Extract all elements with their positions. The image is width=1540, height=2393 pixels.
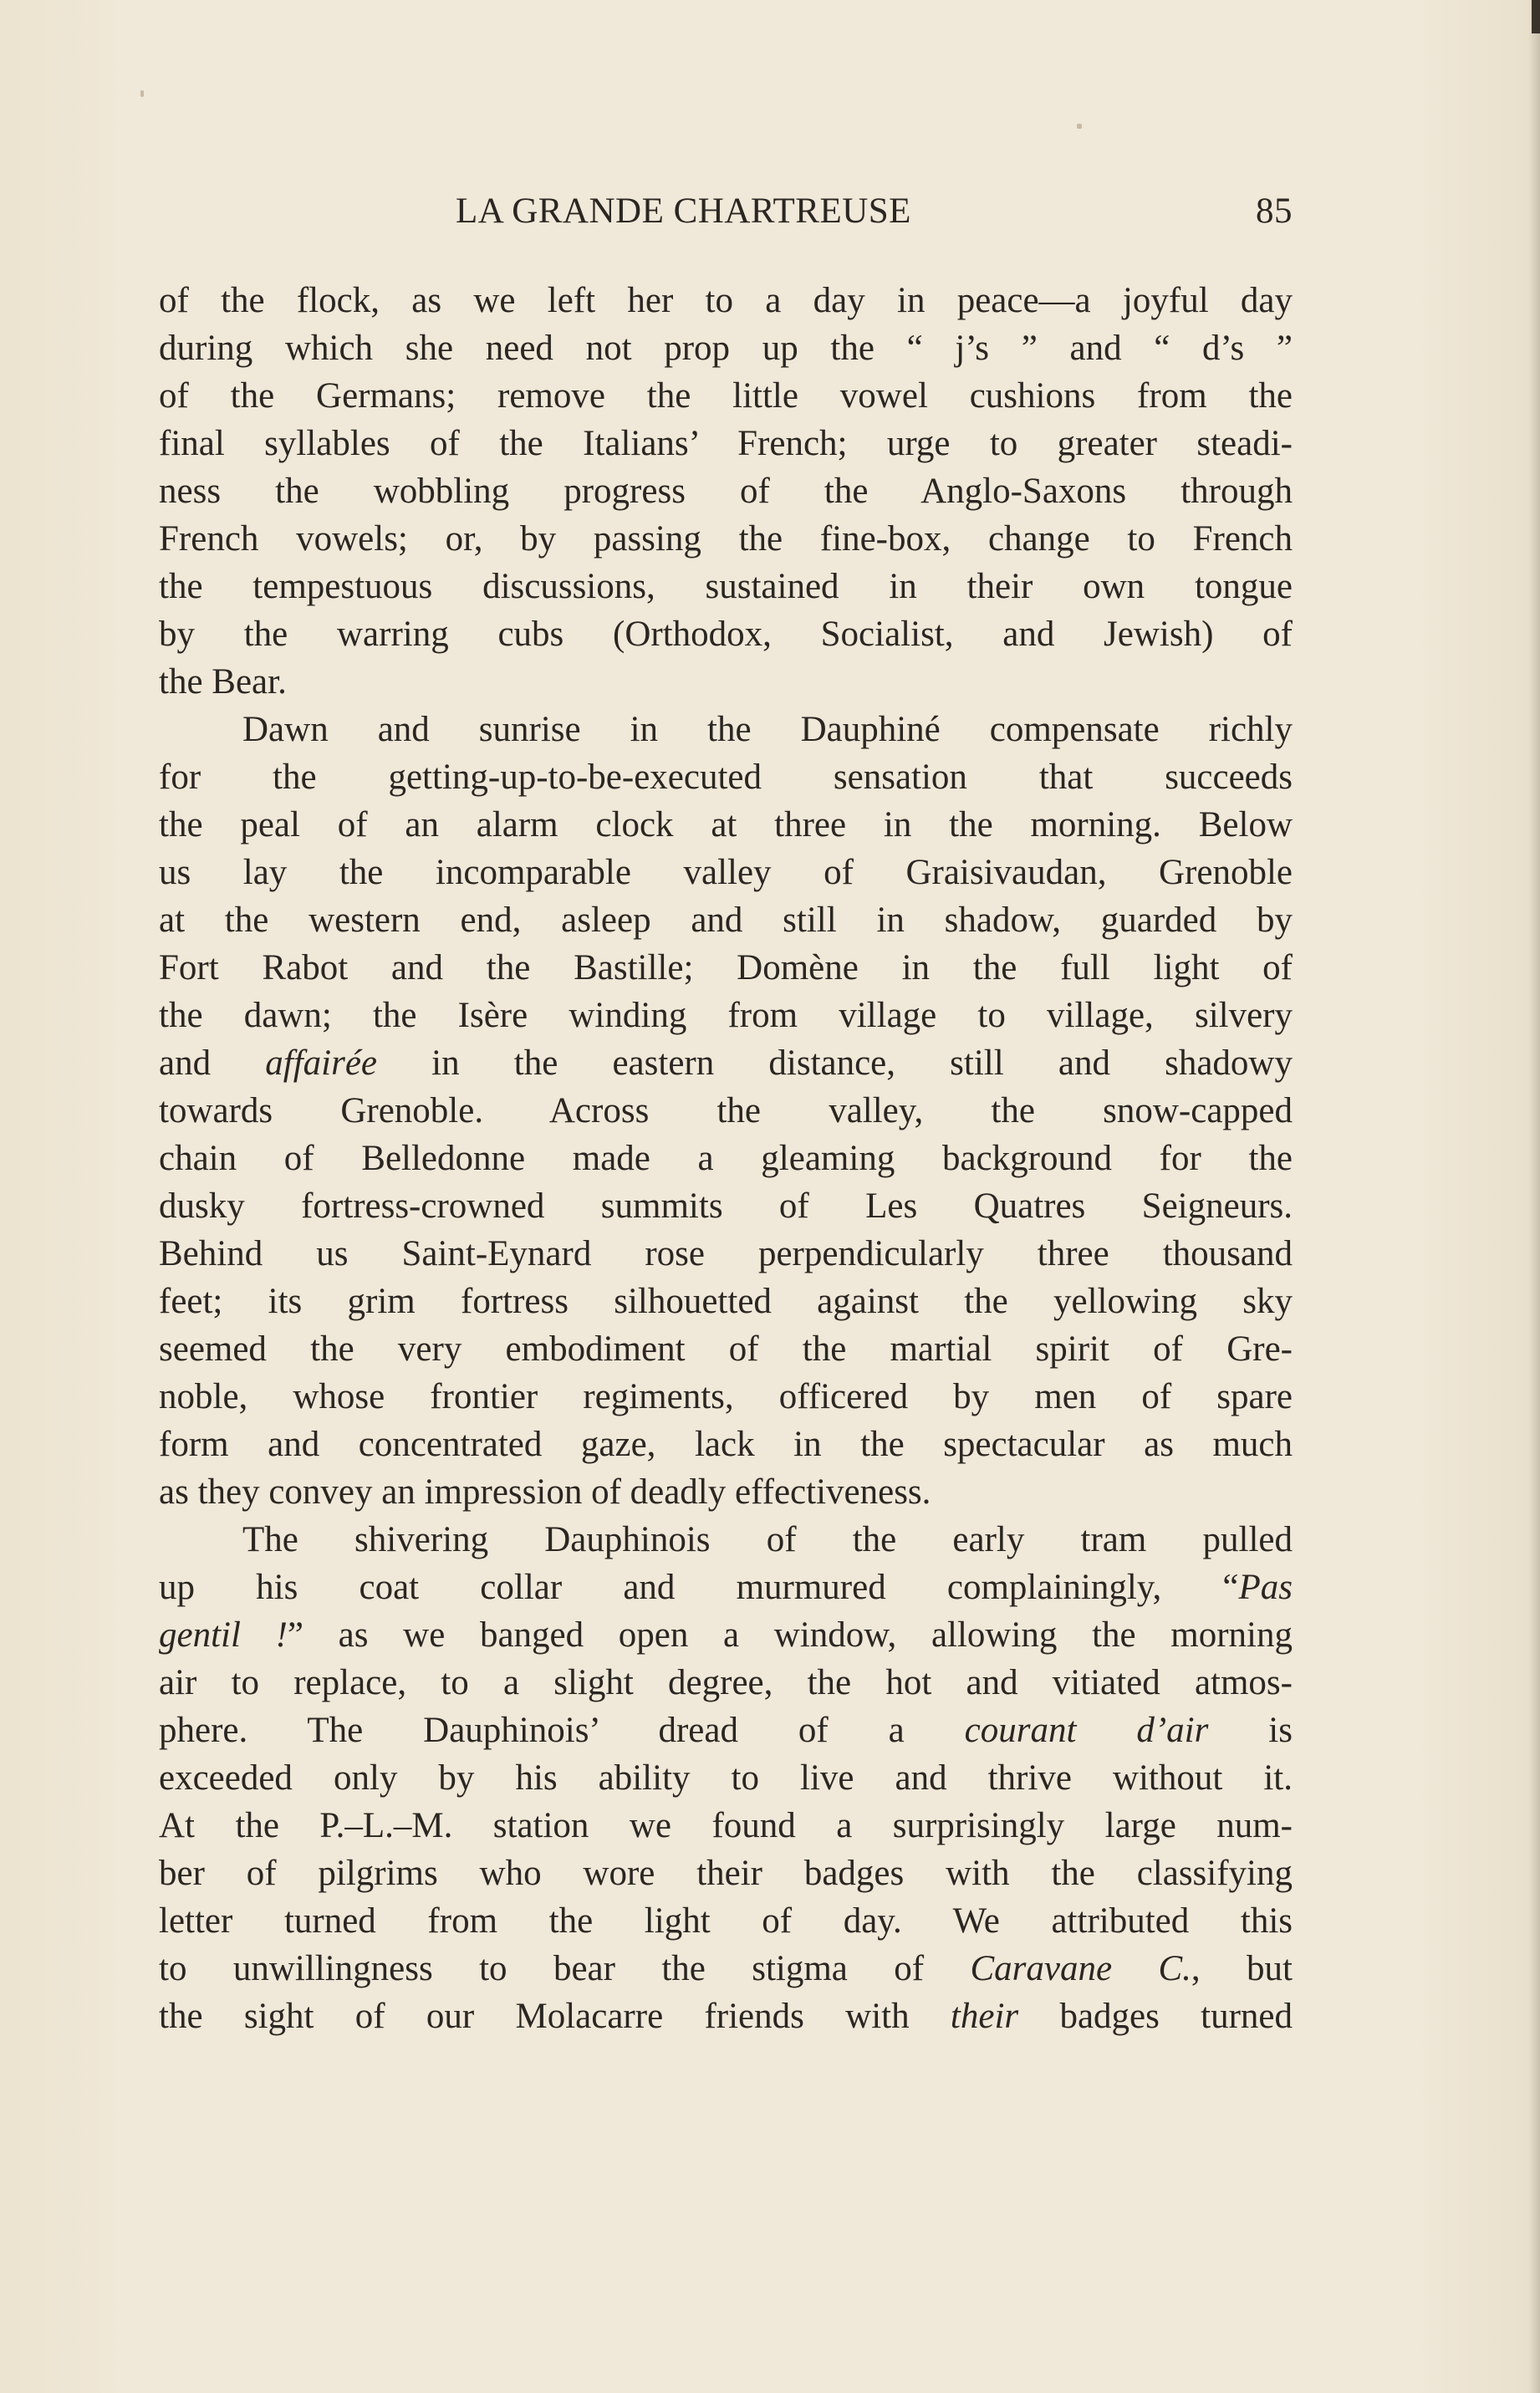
text-line: us lay the incomparable valley of Graisivaudan, Grenoble xyxy=(159,853,1293,892)
text-line: the peal of an alarm clock at three in the morning. Below xyxy=(159,805,1293,844)
text-line: exceeded only by his ability to live and thrive without it. xyxy=(159,1758,1293,1798)
text-line: dusky fortress-crowned summits of Les Quatres Seigneurs. xyxy=(159,1186,1293,1226)
text-line: as they convey an impression of deadly effectiveness. xyxy=(159,1472,931,1512)
text-line: form and concentrated gaze, lack in the spectacular as much xyxy=(159,1425,1293,1464)
text-line: and affairée in the eastern distance, still and shadowy xyxy=(159,1043,1293,1083)
text-line: phere. The Dauphinois’ dread of a courant d’air is xyxy=(159,1711,1293,1750)
text-line: for the getting-up-to-be-executed sensation that succeeds xyxy=(159,758,1293,797)
text-line: during which she need not prop up the “ j’s ” and “ d’s ” xyxy=(159,329,1293,368)
text-line: of the flock, as we left her to a day in peace—a joyful day xyxy=(159,281,1293,320)
text-line: at the western end, asleep and still in shadow, guarded by xyxy=(159,901,1293,940)
italic-phrase: affairée xyxy=(265,1043,377,1083)
text-line: the tempestuous discussions, sustained in their own tongue xyxy=(159,567,1293,606)
italic-phrase: gentil ! xyxy=(159,1615,288,1655)
text-line: to unwillingness to bear the stigma of Caravane C., but xyxy=(159,1949,1293,1988)
text-line: noble, whose frontier regiments, officered by men of spare xyxy=(159,1377,1293,1416)
text-line: the Bear. xyxy=(159,662,287,702)
text-line: ber of pilgrims who wore their badges with the classifying xyxy=(159,1854,1293,1893)
text-line: Fort Rabot and the Bastille; Domène in the full light of xyxy=(159,948,1293,987)
text-line: letter turned from the light of day. We attributed this xyxy=(159,1901,1293,1941)
page-corner-mark xyxy=(1532,0,1540,33)
italic-phrase: Caravane C. xyxy=(970,1949,1191,1988)
running-head-title: LA GRANDE CHARTREUSE xyxy=(456,191,911,231)
text-line: final syllables of the Italians’ French; urge to greater steadi- xyxy=(159,424,1293,463)
text-line: seemed the very embodiment of the martial spirit of Gre- xyxy=(159,1329,1293,1369)
text-line: the sight of our Molacarre friends with their badges turned xyxy=(159,1997,1293,2036)
text-line: towards Grenoble. Across the valley, the snow-capped xyxy=(159,1091,1293,1130)
text-line: feet; its grim fortress silhouetted against the yellowing sky xyxy=(159,1282,1293,1321)
paper-speck xyxy=(1077,124,1082,129)
text-line: The shivering Dauphinois of the early tram pulled xyxy=(242,1520,1293,1559)
text-line: At the P.–L.–M. station we found a surprisingly large num- xyxy=(159,1806,1293,1845)
page-fold-shadow xyxy=(1528,0,1540,2393)
body-text xyxy=(159,277,1293,2040)
text-line: gentil !” as we banged open a window, allowing the morning xyxy=(159,1615,1293,1655)
italic-phrase: courant d’air xyxy=(964,1711,1209,1750)
running-head xyxy=(159,191,1293,241)
italic-phrase: Pas xyxy=(1238,1568,1293,1607)
text-line: ness the wobbling progress of the Anglo-Saxons through xyxy=(159,472,1293,511)
page-number: 85 xyxy=(1256,191,1293,231)
text-line: the dawn; the Isère winding from village to village, silvery xyxy=(159,996,1293,1035)
text-line: air to replace, to a slight degree, the hot and vitiated atmos- xyxy=(159,1663,1293,1702)
text-line: by the warring cubs (Orthodox, Socialist, and Jewish) of xyxy=(159,615,1293,654)
text-line: Behind us Saint-Eynard rose perpendicularly three thousand xyxy=(159,1234,1293,1273)
text-line: French vowels; or, by passing the fine-box, change to French xyxy=(159,519,1293,559)
text-line: Dawn and sunrise in the Dauphiné compensate richly xyxy=(242,710,1293,749)
paper-speck xyxy=(140,90,144,97)
italic-phrase: their xyxy=(950,1997,1019,2036)
text-line: chain of Belledonne made a gleaming background for the xyxy=(159,1139,1293,1178)
text-line: of the Germans; remove the little vowel cushions from the xyxy=(159,376,1293,416)
text-line: up his coat collar and murmured complainingly, “Pas xyxy=(159,1568,1293,1607)
